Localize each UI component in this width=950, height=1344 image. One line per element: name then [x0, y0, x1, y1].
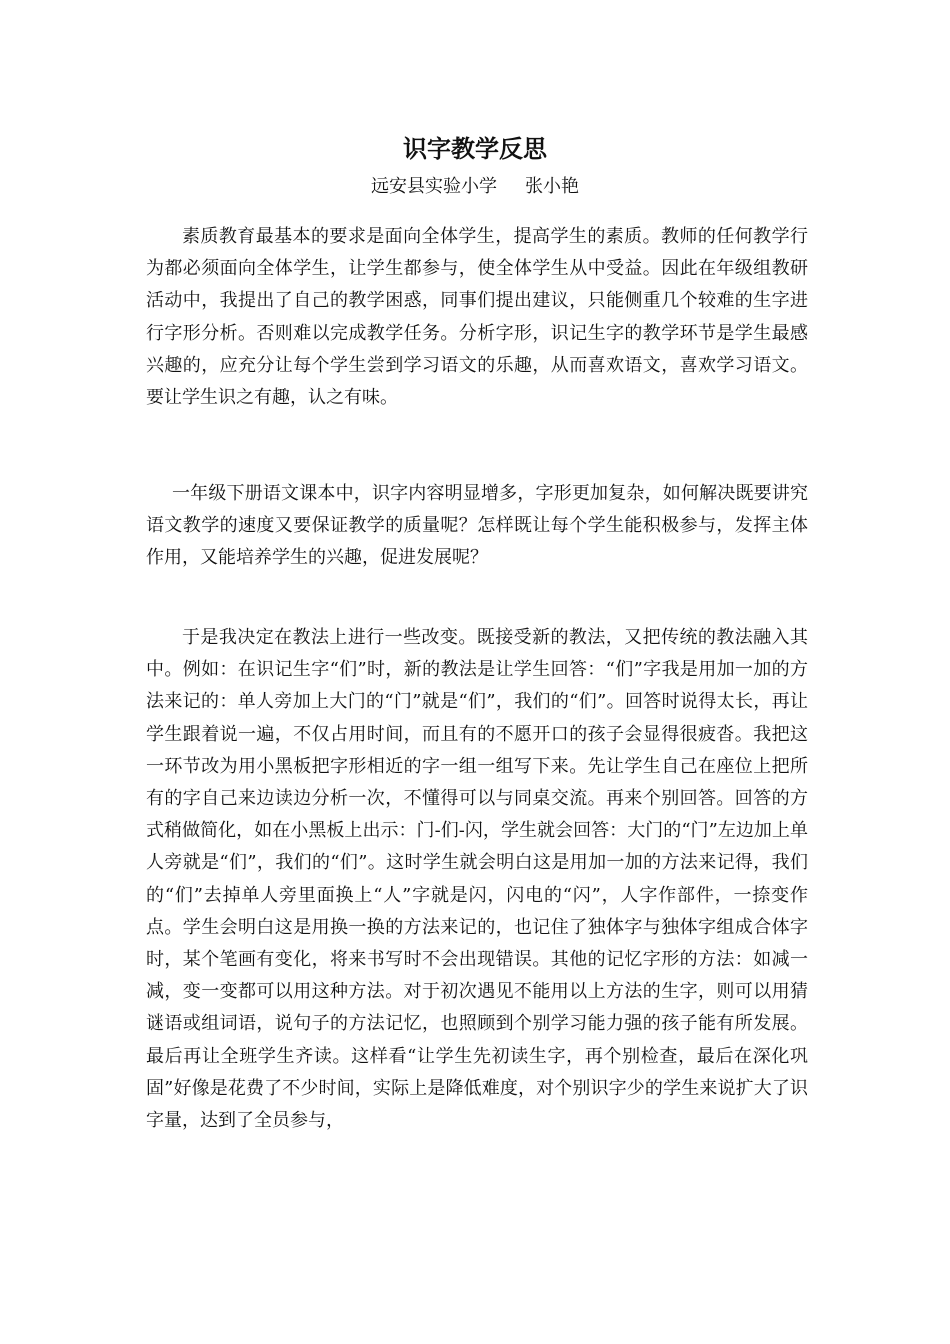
- author-line: [0, 174, 950, 200]
- paragraph-1: 素质教育最基本的要求是面向全体学生，提高学生的素质。教师的任何教学行为都必须面向全体学生，让学生都参与，使全体学生从中受益。因此在年级组教研活动中，我提出了自己的教学困惑，同事们提出建议，只能侧重几个较难的生字进行字形分析。否则难以完成教学任务。分析字形，识记生字的教学环节是学生最感兴趣的，应充分让每个学生尝到学习语文的乐趣，从而喜欢语文，喜欢学习语文。要让学生识之有趣，认之有味。: [146, 226, 808, 409]
- paragraph-2: 一年级下册语文课本中，识字内容明显增多，字形更加复杂，如何解决既要讲究语文教学的速度又要保证教学的质量呢？怎样既让每个学生能积极参与，发挥主体作用，又能培养学生的兴趣，促进发展呢？: [146, 483, 808, 569]
- school-name: 远安县实验小学: [371, 176, 497, 197]
- paragraph-3: 于是我决定在教法上进行一些改变。既接受新的教法，又把传统的教法融入其中。例如：在识记生字“们”时，新的教法是让学生回答：“们”字我是用加一加的方法来记的：单人旁加上大门的“门”就是“们”，我们的“们”。回答时说得太长，再让学生跟着说一遍，不仅占用时间，而且有的不愿开口的孩子会显得很疲沓。我把这一环节改为用小黑板把字形相近的字一组一组写下来。先让学生自己在座位上把所有的字自己来边读边分析一次，不懂得可以与同桌交流。再来个别回答。回答的方式稍做简化，如在小黑板上出示：门-们-闪，学生就会回答：大门的“门”左边加上单人旁就是“们”，我们的“们”。这时学生就会明白这是用加一加的方法来记得，我们的“们”去掉单人旁里面换上“人”字就是闪，闪电的“闪”，人字作部件，一捺变作点。学生会明白这是用换一换的方法来记的，也记住了独体字与独体字组成合体字时，某个笔画有变化，将来书写时不会出现错误。其他的记忆字形的方法：如减一减，变一变都可以用这种方法。对于初次遇见不能用以上方法的生字，则可以用猜谜语或组词语，说句子的方法记忆，也照顾到个别学习能力强的孩子能有所发展。最后再让全班学生齐读。这样看“让学生先初读生字，再个别检查，最后在深化巩固”好像是花费了不少时间，实际上是降低难度，对个别识字少的学生来说扩大了识字量，达到了全员参与，: [146, 627, 808, 1132]
- document-title: 识字教学反思: [403, 134, 547, 163]
- author-name: 张小艳: [525, 176, 579, 197]
